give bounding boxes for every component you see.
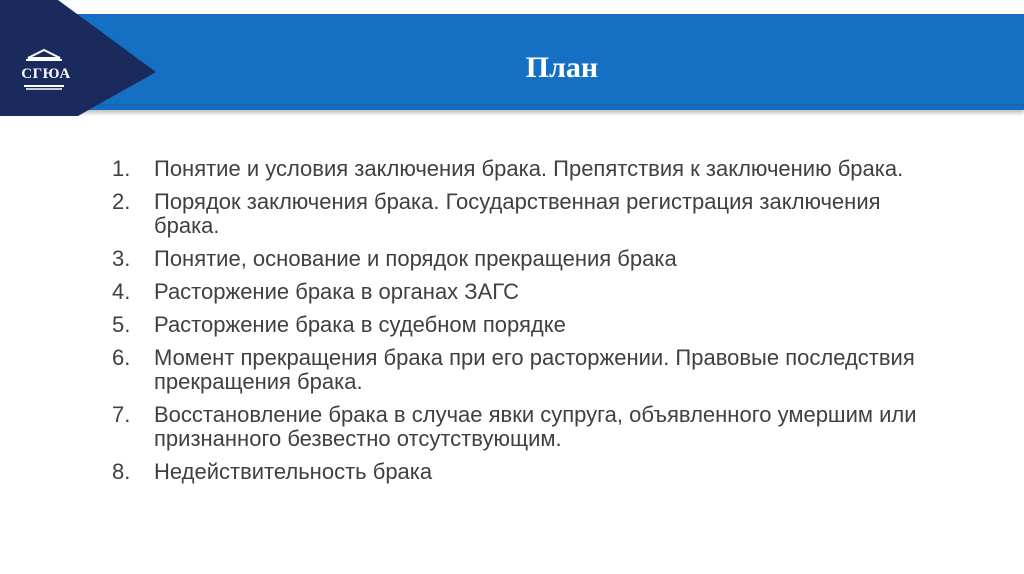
plan-list: [112, 157, 952, 493]
list-item: [112, 460, 952, 484]
list-item: [112, 280, 952, 304]
list-item: [112, 403, 952, 451]
list-item-number: 5.: [112, 312, 131, 337]
list-item-number: 7.: [112, 402, 131, 427]
list-item-text: Восстановление брака в случае явки супруга, объявленного умершим или признанного безвестно отсутствующим.: [154, 402, 917, 451]
list-item-number: 3.: [112, 246, 131, 271]
list-item-number: 8.: [112, 459, 131, 484]
list-item-number: 2.: [112, 189, 131, 214]
list-item-text: Понятие, основание и порядок прекращения брака: [154, 246, 677, 271]
list-item: [112, 247, 952, 271]
list-item: [112, 157, 952, 181]
list-item-number: 6.: [112, 345, 131, 370]
list-item: [112, 346, 952, 394]
list-item-text: Момент прекращения брака при его расторжении. Правовые последствия прекращения брака.: [154, 345, 915, 394]
list-item-text: Недействительность брака: [154, 459, 433, 484]
list-item-text: Расторжение брака в органах ЗАГС: [154, 279, 520, 304]
list-item-number: 4.: [112, 279, 131, 304]
logo-text: СГЮА: [21, 66, 71, 82]
list-item: [112, 190, 952, 238]
list-item: [112, 313, 952, 337]
list-item-text: Расторжение брака в судебном порядке: [154, 312, 566, 337]
list-item-text: Понятие и условия заключения брака. Препятствия к заключению брака.: [154, 156, 904, 181]
list-item-text: Порядок заключения брака. Государственная регистрация заключения брака.: [154, 189, 881, 238]
list-item-number: 1.: [112, 156, 131, 181]
slide-title: План: [525, 51, 599, 84]
